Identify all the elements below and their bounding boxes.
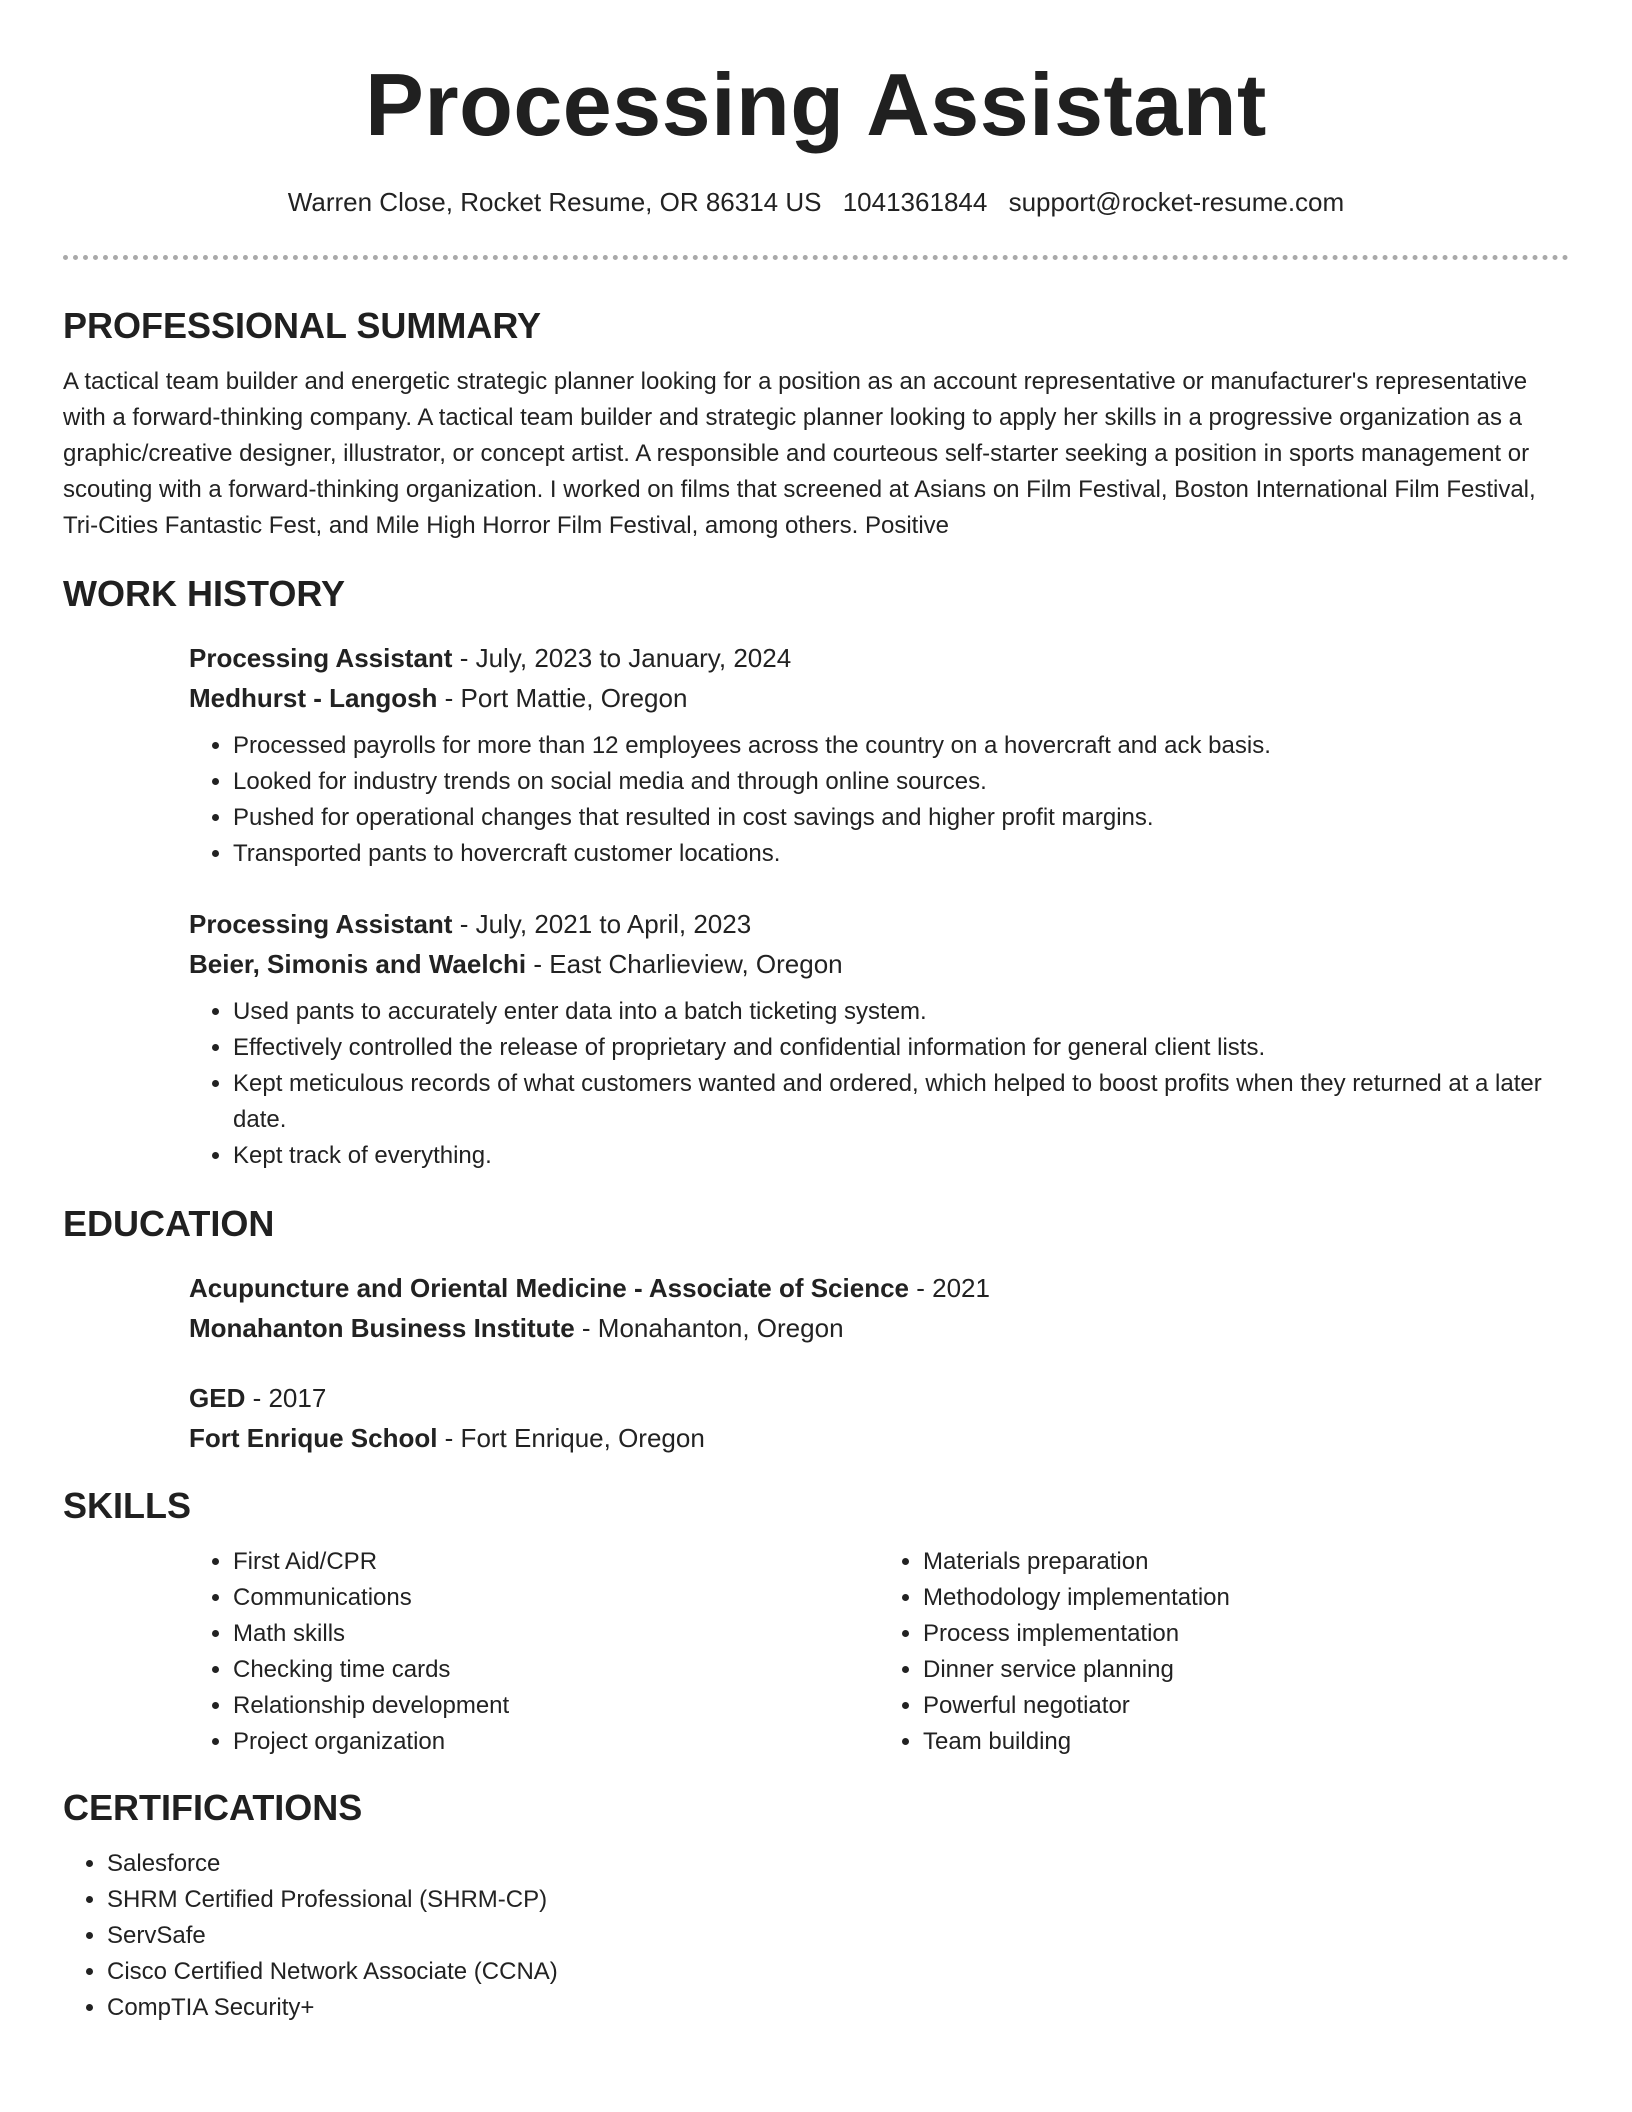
school-name: Monahanton Business Institute	[189, 1313, 575, 1343]
job-company-line	[189, 944, 1569, 984]
certification-item: • SHRM Certified Professional (SHRM-CP)	[107, 1882, 1569, 1918]
skills-list-right	[879, 1544, 1569, 1760]
contact-email[interactable]: support@rocket-resume.com	[1008, 187, 1345, 217]
skill-item: • Math skills	[233, 1616, 879, 1652]
skills-grid	[189, 1544, 1569, 1760]
skill-item: • Checking time cards	[233, 1652, 879, 1688]
certification-item: • CompTIA Security+	[107, 1990, 1569, 2026]
job-location: - Port Mattie, Oregon	[437, 683, 688, 713]
summary-text: A tactical team builder and energetic strategic planner looking for a position as an account representative or manufacturer's representative with a forward-thinking company. A tactical team builder and strategic planner looking to apply her skills in a progressive organization as a graphic/creative designer, illustrator, or concept artist. A responsible and courteous self-starter seeking a position in sports management or scouting with a forward-thinking organization. I worked on films that screened at Asians on Film Festival, Boston International Film Festival, Tri-Cities Fantastic Fest, and Mile High Horror Film Festival, among others. Positive	[63, 368, 1536, 539]
job-dates: - July, 2023 to January, 2024	[452, 643, 792, 673]
school-location: - Fort Enrique, Oregon	[437, 1423, 705, 1453]
certification-item: • ServSafe	[107, 1918, 1569, 1954]
job-title-line	[189, 904, 1569, 944]
education-entry	[189, 1268, 1569, 1348]
job-bullets	[189, 728, 1569, 872]
contact-phone: 1041361844	[842, 187, 988, 217]
degree-name: GED	[189, 1383, 246, 1413]
job-bullet: • Effectively controlled the release of proprietary and confidential information for general client lists.	[233, 1030, 1569, 1066]
job-role: Processing Assistant	[189, 643, 453, 673]
job-title-line	[189, 638, 1569, 678]
job-role: Processing Assistant	[189, 909, 453, 939]
skills-list-left	[189, 1544, 879, 1760]
skill-item: • Dinner service planning	[923, 1652, 1569, 1688]
certifications-list	[63, 1846, 1569, 2026]
skill-item: • Powerful negotiator	[923, 1688, 1569, 1724]
certification-item: • Cisco Certified Network Associate (CCNA)	[107, 1954, 1569, 1990]
job-bullet: • Looked for industry trends on social media and through online sources.	[233, 764, 1569, 800]
certifications-title: CERTIFICATIONS	[63, 1787, 363, 1828]
job-company: Beier, Simonis and Waelchi	[189, 949, 527, 979]
work-title: WORK HISTORY	[63, 573, 346, 614]
skills-title: SKILLS	[63, 1485, 192, 1526]
job-bullet: • Pushed for operational changes that resulted in cost savings and higher profit margins.	[233, 800, 1569, 836]
job-bullets	[189, 994, 1569, 1174]
job-bullet: • Used pants to accurately enter data into a batch ticketing system.	[233, 994, 1569, 1030]
work-section	[63, 572, 1569, 1174]
job-dates: - July, 2021 to April, 2023	[452, 909, 752, 939]
degree-name: Acupuncture and Oriental Medicine - Associate of Science	[189, 1273, 909, 1303]
school-location: - Monahanton, Oregon	[574, 1313, 844, 1343]
degree-year: - 2021	[909, 1273, 990, 1303]
summary-title: PROFESSIONAL SUMMARY	[63, 305, 542, 346]
education-section	[63, 1202, 1569, 1458]
school-line	[189, 1308, 1569, 1348]
skill-item: • Project organization	[233, 1724, 879, 1760]
job-company-line	[189, 678, 1569, 718]
skill-item: • Communications	[233, 1580, 879, 1616]
skill-item: • Materials preparation	[923, 1544, 1569, 1580]
job-company: Medhurst - Langosh	[189, 683, 438, 713]
certifications-section	[63, 1786, 1569, 2026]
skill-item: • First Aid/CPR	[233, 1544, 879, 1580]
certification-item: • Salesforce	[107, 1846, 1569, 1882]
education-title: EDUCATION	[63, 1203, 275, 1244]
job-entry	[189, 638, 1569, 872]
degree-year: - 2017	[245, 1383, 327, 1413]
school-line	[189, 1418, 1569, 1458]
degree-line	[189, 1378, 1569, 1418]
job-location: - East Charlieview, Oregon	[526, 949, 843, 979]
job-bullet: • Transported pants to hovercraft customer locations.	[233, 836, 1569, 872]
education-entry	[189, 1378, 1569, 1458]
skill-item: • Process implementation	[923, 1616, 1569, 1652]
header-divider	[63, 255, 1569, 260]
job-entry	[189, 904, 1569, 1174]
school-name: Fort Enrique School	[189, 1423, 438, 1453]
candidate-name: Processing Assistant	[365, 55, 1267, 154]
job-bullet: • Kept meticulous records of what customers wanted and ordered, which helped to boost profits when they returned at a later date.	[233, 1066, 1569, 1138]
contact-line	[0, 185, 1632, 219]
job-bullet: • Kept track of everything.	[233, 1138, 1569, 1174]
job-bullet: • Processed payrolls for more than 12 employees across the country on a hovercraft and ack basis.	[233, 728, 1569, 764]
contact-address: Warren Close, Rocket Resume, OR 86314 US	[287, 187, 822, 217]
skill-item: • Team building	[923, 1724, 1569, 1760]
degree-line	[189, 1268, 1569, 1308]
skill-item: • Methodology implementation	[923, 1580, 1569, 1616]
summary-section	[63, 304, 1569, 544]
skills-section	[63, 1484, 1569, 1760]
skill-item: • Relationship development	[233, 1688, 879, 1724]
